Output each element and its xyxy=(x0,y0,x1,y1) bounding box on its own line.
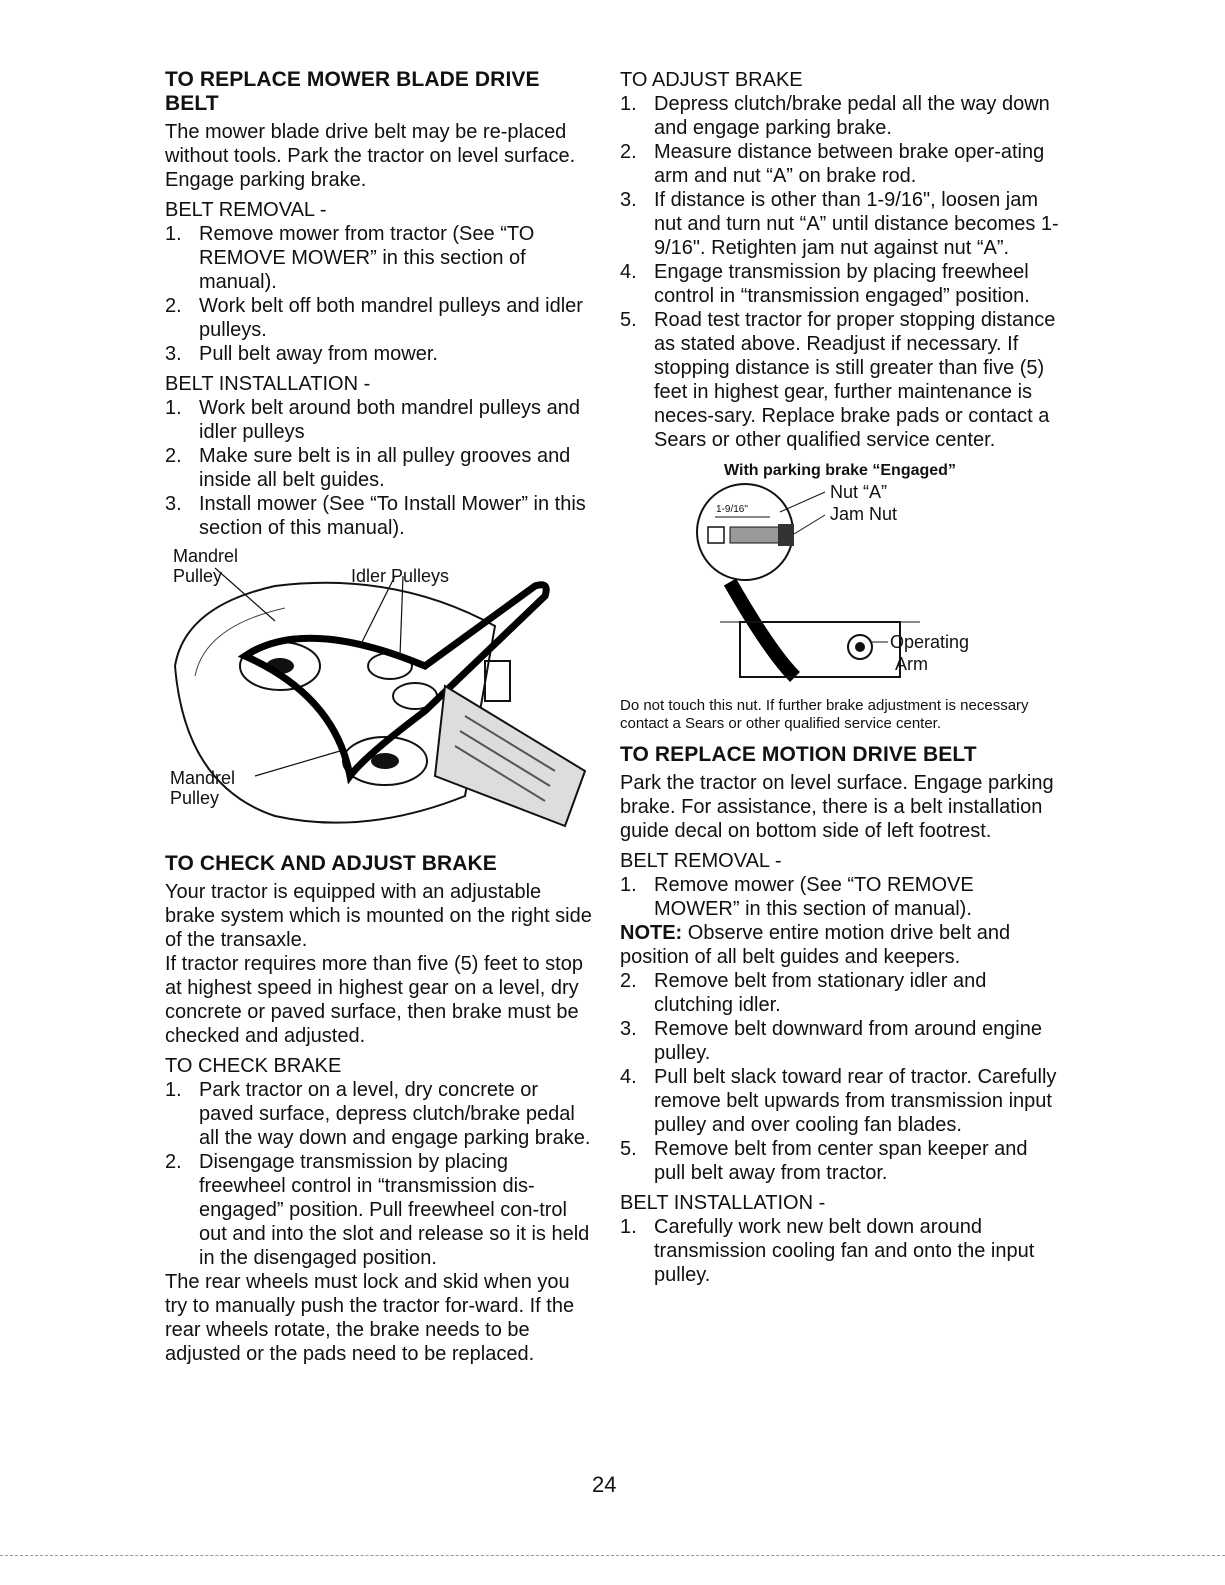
brake-figure-title: With parking brake “Engaged” xyxy=(724,462,956,479)
brake-figure-note: Do not touch this nut. If further brake adjustment is necessary contact a Sears or other qualified service center. xyxy=(620,697,1029,732)
list-item: 2. Make sure belt is in all pulley grooves and inside all belt guides. xyxy=(165,445,571,491)
operating-arm-label-1: Operating xyxy=(890,632,970,652)
list-item: 2. Measure distance between brake oper-ating arm and nut “A” on brake rod. xyxy=(620,141,1045,187)
idler-pulleys-label: Idler Pulleys xyxy=(351,566,450,586)
mandrel-pulley-bottom-label-1: Mandrel xyxy=(170,768,236,788)
right-column xyxy=(620,68,1060,1293)
motion-belt-install-title: BELT INSTALLATION - xyxy=(620,1192,826,1214)
check-adjust-p3: The rear wheels must lock and skid when you try to manually push the tractor for-ward. If the rear wheels rotate, the brake needs to be adjusted or the pads need to be replaced. xyxy=(165,1271,575,1365)
check-adjust-p1: Your tractor is equipped with an adjustable brake system which is mounted on the right side of the transaxle. xyxy=(165,881,592,951)
note-text: Observe entire motion drive belt and position of all belt guides and keepers. xyxy=(620,922,1011,968)
note-label: NOTE: xyxy=(620,922,683,944)
check-brake-title: TO CHECK BRAKE xyxy=(165,1055,342,1077)
adjust-brake-steps xyxy=(620,92,1060,452)
list-item: 1. Work belt around both mandrel pulleys and idler pulleys xyxy=(165,397,580,443)
list-item: 2. Work belt off both mandrel pulleys and idler pulleys. xyxy=(165,295,583,341)
replace-blade-belt-intro: The mower blade drive belt may be re-placed without tools. Park the tractor on level surface. Engage parking brake. xyxy=(165,121,576,191)
list-item: 3. Pull belt away from mower. xyxy=(165,343,438,365)
page-number: 24 xyxy=(592,1472,617,1497)
blade-belt-removal-steps xyxy=(165,222,595,366)
motion-belt-removal-step-1 xyxy=(620,873,1060,921)
check-brake-steps xyxy=(165,1078,595,1270)
list-item: 3. Remove belt downward from around engine pulley. xyxy=(620,1018,1042,1064)
motion-belt-intro: Park the tractor on level surface. Engage parking brake. For assistance, there is a belt installation guide decal on bottom side of left footrest. xyxy=(620,772,1054,842)
motion-belt-removal-steps xyxy=(620,969,1060,1185)
left-column xyxy=(165,68,595,1372)
list-item: 1. Park tractor on a level, dry concrete or paved surface, depress clutch/brake pedal all the way down and engage parking brake. xyxy=(165,1079,591,1149)
mower-deck-figure xyxy=(165,546,595,846)
adjust-brake-title: TO ADJUST BRAKE xyxy=(620,69,803,91)
list-item: 1. Remove mower from tractor (See “TO REMOVE MOWER” in this section of manual). xyxy=(165,223,535,293)
blade-belt-install-steps xyxy=(165,396,595,540)
nut-a-label: Nut “A” xyxy=(830,482,888,502)
motion-belt-heading: TO REPLACE MOTION DRIVE BELT xyxy=(620,743,977,766)
motion-belt-note xyxy=(620,921,1060,969)
list-item: 5. Remove belt from center span keeper and pull belt away from tractor. xyxy=(620,1138,1028,1184)
list-item: 1. Carefully work new belt down around transmission cooling fan and onto the input pulley. xyxy=(620,1216,1035,1286)
replace-blade-belt-heading: TO REPLACE MOWER BLADE DRIVE BELT xyxy=(165,68,540,115)
motion-belt-install-steps xyxy=(620,1215,1060,1287)
list-item: 1. Remove mower (See “TO REMOVE MOWER” in this section of manual). xyxy=(620,874,974,920)
list-item: 2. Disengage transmission by placing freewheel control in “transmission dis-engaged” position. Pull freewheel con-trol out and into the slot and release so it is held in the disengaged position. xyxy=(165,1151,590,1269)
list-item: 3. Install mower (See “To Install Mower” in this section of this manual). xyxy=(165,493,586,539)
brake-figure xyxy=(620,482,1060,697)
operating-arm-label-2: Arm xyxy=(895,654,928,674)
check-adjust-brake-heading: TO CHECK AND ADJUST BRAKE xyxy=(165,852,497,875)
dimension-label: 1-9/16" xyxy=(716,504,748,515)
list-item: 2. Remove belt from stationary idler and clutching idler. xyxy=(620,970,987,1016)
check-adjust-p2: If tractor requires more than five (5) feet to stop at highest speed in highest gear on a level, dry concrete or paved surface, then brake must be checked and adjusted. xyxy=(165,953,583,1047)
mandrel-pulley-top-label-2: Pulley xyxy=(173,566,223,586)
jam-nut-label: Jam Nut xyxy=(830,504,898,524)
blade-belt-removal-title: BELT REMOVAL - xyxy=(165,199,327,221)
list-item: 4. Pull belt slack toward rear of tractor. Carefully remove belt upwards from transmission input pulley and over cooling fan blades. xyxy=(620,1066,1057,1136)
mandrel-pulley-top-label-1: Mandrel xyxy=(173,546,239,566)
footer-divider xyxy=(0,1555,1225,1556)
motion-belt-removal-title: BELT REMOVAL - xyxy=(620,850,782,872)
mower-deck-illustration xyxy=(165,546,595,846)
list-item: 5. Road test tractor for proper stopping distance as stated above. Readjust if necessary. If stopping distance is still greater than five (5) feet in highest gear, further maintenance is neces-sary. Replace brake pads or contact a Sears or other qualified service center. xyxy=(620,309,1056,451)
list-item: 3. If distance is other than 1-9/16", loosen jam nut and turn nut “A” until distance becomes 1-9/16". Retighten jam nut against nut “A”. xyxy=(620,189,1059,259)
list-item: 4. Engage transmission by placing freewheel control in “transmission engaged” position. xyxy=(620,261,1030,307)
mandrel-pulley-bottom-label-2: Pulley xyxy=(170,788,220,808)
list-item: 1. Depress clutch/brake pedal all the way down and engage parking brake. xyxy=(620,93,1050,139)
blade-belt-install-title: BELT INSTALLATION - xyxy=(165,373,371,395)
